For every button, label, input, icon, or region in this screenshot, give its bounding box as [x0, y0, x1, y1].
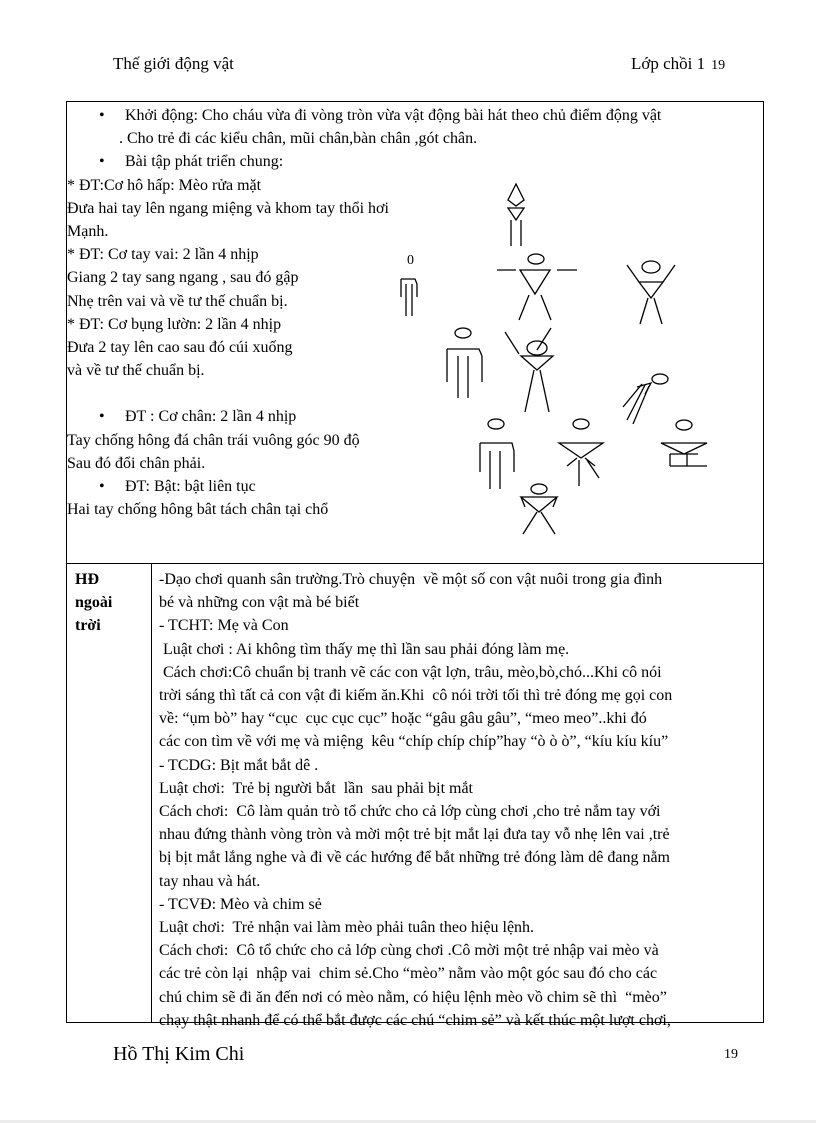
text-line: - TCHT: Mẹ và Con: [159, 617, 289, 635]
exercise-figures: [67, 102, 763, 563]
text-line: Luật chơi: Trẻ nhận vai làm mèo phải tuân theo hiệu lệnh.: [159, 919, 535, 937]
bullet-item: • ĐT: Bật: bật liên tục: [97, 475, 757, 498]
footer-author: Hồ Thị Kim Chi: [113, 1043, 245, 1065]
text-line: Luật chơi : Ai không tìm thấy mẹ thì lần sau phải đóng làm mẹ.: [159, 640, 570, 658]
text-line: bị bịt mắt lắng nghe và đi về các hướng để bắt những trẻ đóng làm dê đang nằm: [159, 849, 670, 867]
label-line: ngoài: [75, 594, 113, 611]
figure-arms-up: [627, 261, 675, 324]
text-line: Cách chơi: Cô làm quản trò tổ chức cho cả lớp cùng chơi ,cho trẻ nắm tay với: [159, 803, 661, 821]
text-line: Giang 2 tay sang ngang , sau đó gập: [67, 269, 299, 287]
text-line: * ĐT: Cơ bụng lườn: 2 lần 4 nhịp: [67, 315, 282, 333]
text-line: -Dạo chơi quanh sân trường.Trò chuyện về một số con vật nuôi trong gia đình: [159, 571, 663, 588]
text-line: nhau đứng thành vòng tròn và mời một trẻ bịt mắt lại đưa tay vỗ nhẹ lên vai ,trẻ: [159, 826, 670, 844]
text-line: bé và những con vật mà bé biết: [159, 594, 360, 612]
label-line: HĐ: [75, 571, 99, 588]
figure-bending: [505, 328, 553, 412]
figure-leaning: [623, 374, 668, 424]
figure-leg-kick-2: [559, 419, 603, 486]
figure-standing: [401, 253, 417, 316]
figure-circle-label: 0: [407, 253, 414, 268]
text-line: - TCVĐ: Mèo và chim sẻ: [159, 895, 322, 913]
text-line: Đưa hai tay lên ngang miệng và khom tay thổi hơi: [67, 199, 389, 217]
label-line: trời: [75, 617, 101, 634]
text-line: và về tư thế chuẩn bị.: [67, 362, 205, 380]
bullet-item: • Khởi động: Cho cháu vừa đi vòng tròn vừa vật động bài hát theo chủ điểm động vật: [97, 104, 757, 127]
text-line: * ĐT: Cơ tay vai: 2 lần 4 nhịp: [67, 246, 259, 264]
text-line: Hai tay chống hông bât tách chân tại chổ: [67, 501, 329, 519]
outdoor-activity-content: [159, 568, 759, 1032]
bullet-item: • ĐT : Cơ chân: 2 lần 4 nhịp: [97, 405, 757, 428]
text-line: về: “ụm bò” hay “cục cục cục cục” hoặc “gâu gâu gâu”, “meo meo”..khi đó: [159, 710, 647, 728]
table-row-divider: [67, 563, 763, 564]
text-line: . Cho trẻ đi các kiểu chân, mũi chân,bàn chân ,gót chân.: [119, 130, 478, 148]
footer-page-number: 19: [724, 1047, 738, 1062]
header-title: Thế giới động vật: [113, 54, 234, 73]
figure-leg-kick-1: [480, 419, 514, 489]
text-line: chú chim sẽ đi ăn đến nơi có mèo nằm, có hiệu lệnh mèo vồ chim sẽ thì “mèo”: [159, 988, 667, 1006]
text-line: Sau đó đổi chân phải.: [67, 454, 206, 472]
header-class-name: Lớp chồi 1: [631, 54, 706, 73]
figure-breathing: [508, 184, 524, 246]
text-line: Cách chơi: Cô tổ chức cho cả lớp cùng chơi .Cô mời một trẻ nhập vai mèo và: [159, 942, 659, 960]
text-line: các trẻ còn lại nhập vai chim sẻ.Cho “mèo” nằm vào một góc sau đó cho các: [159, 965, 658, 983]
text-line: Tay chống hông đá chân trái vuông góc 90 độ: [67, 431, 360, 449]
figure-hands-on-hips: [447, 328, 482, 398]
lesson-table: [66, 101, 764, 1029]
table-column-divider: [151, 563, 152, 1022]
text-line: Cách chơi:Cô chuẩn bị tranh vẽ các con vật lợn, trâu, mèo,bò,chó...Khi cô nói: [159, 663, 662, 681]
figure-leg-kick-3: [661, 420, 707, 466]
text-line: Mạnh.: [67, 223, 109, 241]
text-line: tay nhau và hát.: [159, 872, 261, 890]
bullet-item: • Bài tập phát triển chung:: [97, 150, 757, 173]
figure-jumping: [521, 484, 557, 534]
figure-arms-wide: [497, 254, 577, 320]
text-line: Đưa 2 tay lên cao sau đó cúi xuống: [67, 339, 293, 357]
text-line: Luật chơi: Trẻ bị người bắt lần sau phải bịt mắt: [159, 779, 473, 797]
text-line: * ĐT:Cơ hô hấp: Mèo rửa mặt: [67, 176, 262, 194]
text-line: các con tìm về với mẹ và miệng kêu “chíp chíp chíp”hay “ò ò ò”, “kíu kíu kíu”: [159, 733, 669, 751]
text-line: Nhẹ trên vai và về tư thế chuẩn bị.: [67, 292, 288, 310]
text-line: chạy thật nhanh để có thể bắt được các chú “chim sẻ” và kết thúc một lượt chơi,: [159, 1011, 671, 1029]
header-page-number: 19: [711, 58, 726, 73]
text-line: - TCDG: Bịt mắt bắt dê .: [159, 756, 319, 774]
header-class: [631, 54, 725, 74]
text-line: trời sáng thì tất cả con vật đi kiếm ăn.Khi cô nói trời tối thì trẻ đóng mẹ gọi con: [159, 687, 673, 705]
outdoor-activity-label: [75, 568, 112, 637]
